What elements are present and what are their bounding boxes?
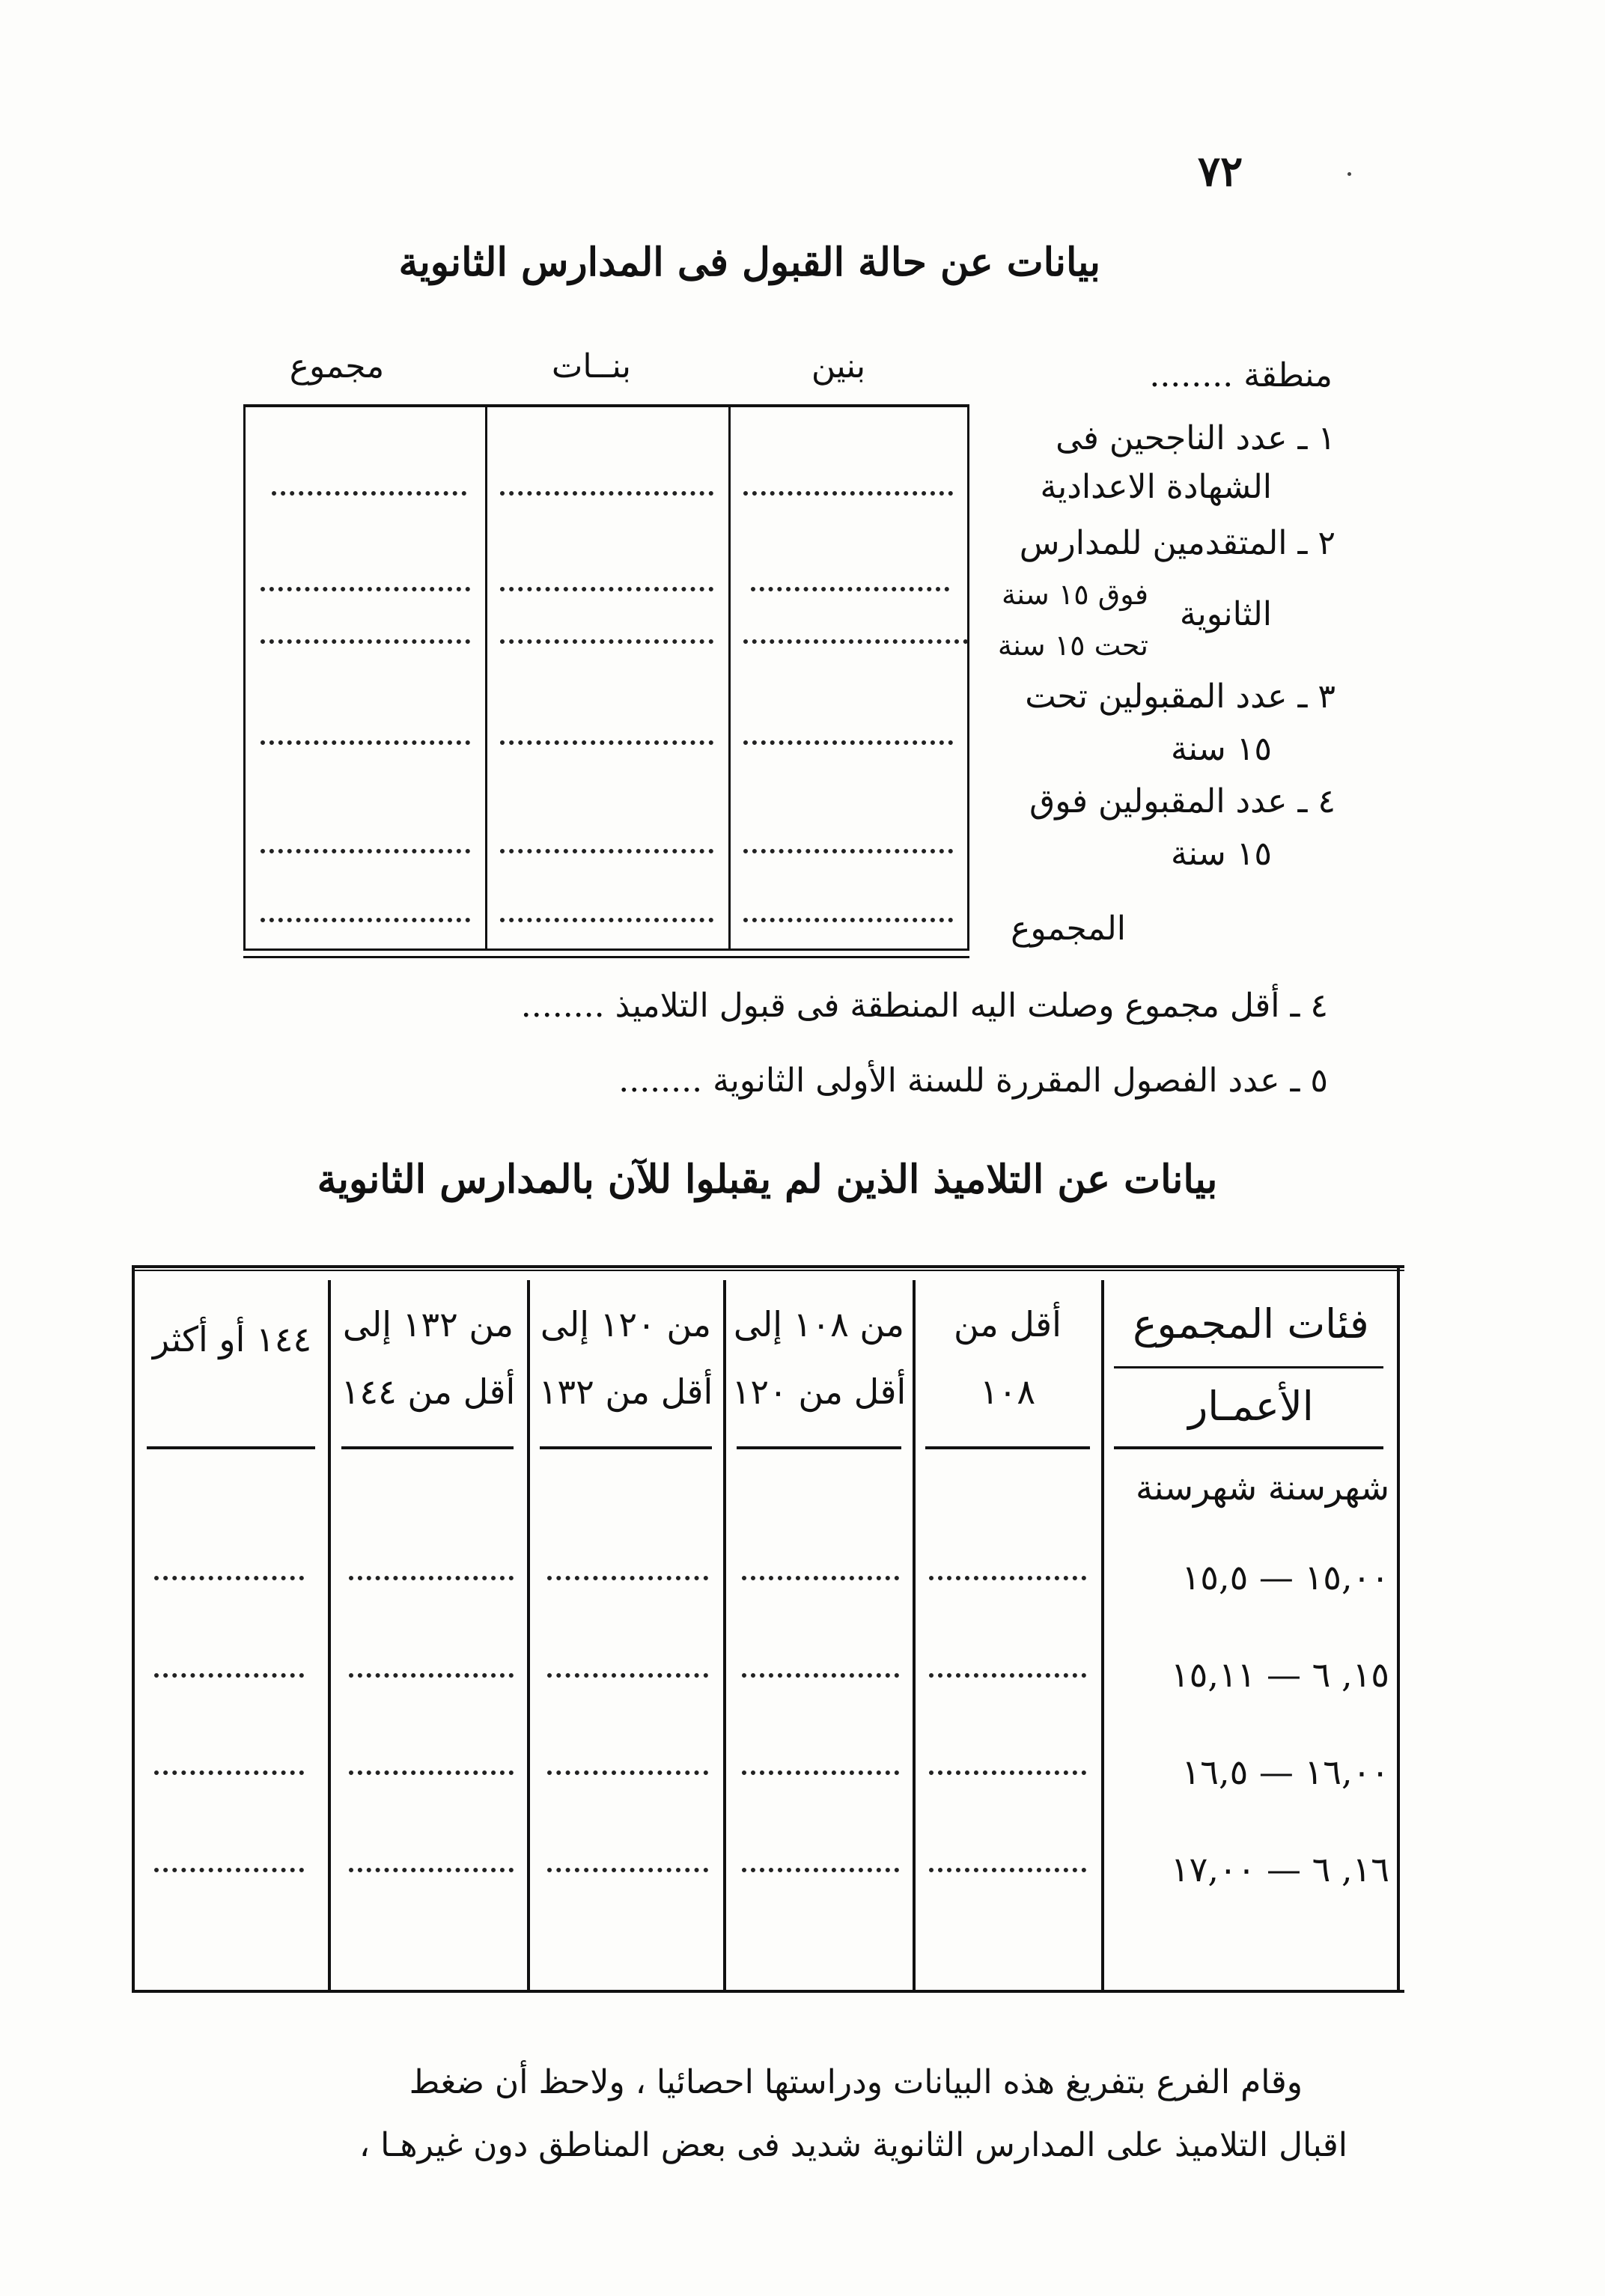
blank-field[interactable] [500, 639, 713, 644]
blank-field[interactable] [742, 1770, 899, 1775]
col-132-144-l1: من ١٣٢ إلى [342, 1304, 514, 1345]
section2-title: بيانات عن التلاميذ الذين لم يقبلوا للآن بالمدارس الثانوية [317, 1157, 1218, 1202]
row2-sub-over15: فوق ١٥ سنة [1002, 578, 1148, 611]
col-144-plus: ١٤٤ أو أكثر [152, 1319, 312, 1359]
paragraph-line-2: اقبال التلاميذ على المدارس الثانوية شديد فى بعض المناطق دون غيرهـا ، [359, 2126, 1347, 2164]
blank-field[interactable] [154, 1770, 304, 1775]
blank-field[interactable] [742, 1868, 899, 1872]
blank-field[interactable] [742, 1576, 899, 1580]
col-120-132-l1: من ١٢٠ إلى [540, 1304, 712, 1345]
row4-label: ٤ ـ عدد المقبولين فوق [1029, 782, 1336, 820]
paragraph-line-1: وقام الفرع بتفريغ هذه البيانات ودراستها احصائيا ، ولاحظ أن ضغط [409, 2063, 1303, 2101]
not-admitted-table [132, 1265, 1404, 1999]
blank-field[interactable] [261, 849, 470, 853]
column-header-boys: بنين [811, 347, 866, 386]
row4-label-cont: ١٥ سنة [1171, 835, 1272, 873]
row1-label: ١ ـ عدد الناجحين فى [1056, 419, 1336, 457]
row2-label: ٢ ـ المتقدمين للمدارس [1019, 524, 1336, 562]
table-divider [485, 407, 487, 951]
blank-field[interactable] [742, 1673, 899, 1678]
blank-field[interactable] [743, 740, 953, 745]
table-divider [728, 407, 731, 951]
age-row-4: ١٦, ٦ — ١٧,٠٠ [1170, 1849, 1389, 1890]
column-header-girls: بنــات [551, 347, 632, 386]
section1-title: بيانات عن حالة القبول فى المدارس الثانوية [398, 240, 1100, 285]
col-108-120-l2: أقل من ١٢٠ [731, 1371, 907, 1412]
blank-field[interactable] [929, 1770, 1086, 1775]
blank-field[interactable] [547, 1673, 708, 1678]
row1-label-cont: الشهادة الاعدادية [1040, 468, 1272, 506]
blank-field[interactable] [349, 1673, 514, 1678]
note-class-count: ٥ ـ عدد الفصول المقررة للسنة الأولى الثانوية ........ [618, 1062, 1328, 1100]
blank-field[interactable] [929, 1673, 1086, 1678]
column-header-total: مجموع [289, 347, 385, 386]
blank-field[interactable] [154, 1576, 304, 1580]
age-row-1: ١٥,٠٠ — ١٥,٥ [1181, 1557, 1389, 1598]
col-132-144-l2: أقل من ١٤٤ [341, 1371, 516, 1412]
blank-field[interactable] [547, 1576, 708, 1580]
total-row-label: المجموع [1011, 910, 1126, 948]
age-row-3: ١٦,٠٠ — ١٦,٥ [1181, 1752, 1389, 1792]
blank-field[interactable] [743, 491, 953, 496]
col-108-120-l1: من ١٠٨ إلى [733, 1304, 905, 1345]
blank-field[interactable] [547, 1770, 708, 1775]
blank-field[interactable] [500, 491, 713, 496]
blank-field[interactable] [154, 1868, 304, 1872]
blank-field[interactable] [349, 1868, 514, 1872]
col-below-108-l2: ١٠٨ [979, 1371, 1036, 1412]
blank-field[interactable] [547, 1868, 708, 1872]
blank-field[interactable] [500, 587, 713, 591]
row3-label: ٣ ـ عدد المقبولين تحت [1025, 677, 1336, 716]
age-units: شهرسنة شهرسنة [1135, 1467, 1389, 1508]
print-speck [1347, 172, 1351, 176]
row2-sub-under15: تحت ١٥ سنة [997, 629, 1148, 662]
blank-field[interactable] [154, 1673, 304, 1678]
blank-field[interactable] [272, 491, 466, 496]
col-below-108-l1: أقل من [954, 1304, 1062, 1345]
blank-field[interactable] [349, 1770, 514, 1775]
admission-table [243, 404, 969, 951]
blank-field[interactable] [500, 740, 713, 745]
blank-field[interactable] [743, 849, 953, 853]
blank-field[interactable] [261, 587, 470, 591]
blank-field[interactable] [751, 587, 949, 591]
row3-label-cont: ١٥ سنة [1171, 730, 1272, 768]
blank-field[interactable] [929, 1868, 1086, 1872]
score-groups-header: فئات المجموع [1133, 1300, 1369, 1348]
blank-field[interactable] [743, 639, 968, 644]
note-min-score: ٤ ـ أقل مجموع وصلت اليه المنطقة فى قبول التلاميذ ........ [520, 987, 1328, 1025]
blank-field[interactable] [500, 918, 713, 922]
blank-field[interactable] [500, 849, 713, 853]
blank-field[interactable] [349, 1576, 514, 1580]
blank-field[interactable] [261, 918, 470, 922]
blank-field[interactable] [743, 918, 953, 922]
page-number: ٧٢ [1198, 147, 1243, 196]
ages-header: الأعمـار [1188, 1383, 1314, 1430]
blank-field[interactable] [261, 740, 470, 745]
blank-field[interactable] [929, 1576, 1086, 1580]
region-label: منطقة ........ [1149, 356, 1333, 395]
blank-field[interactable] [261, 639, 470, 644]
body-paragraph [195, 2051, 1347, 2177]
age-row-2: ١٥, ٦ — ١٥,١١ [1170, 1654, 1389, 1695]
row2-label-cont: الثانوية [1179, 595, 1272, 633]
col-120-132-l2: أقل من ١٣٢ [538, 1371, 713, 1412]
